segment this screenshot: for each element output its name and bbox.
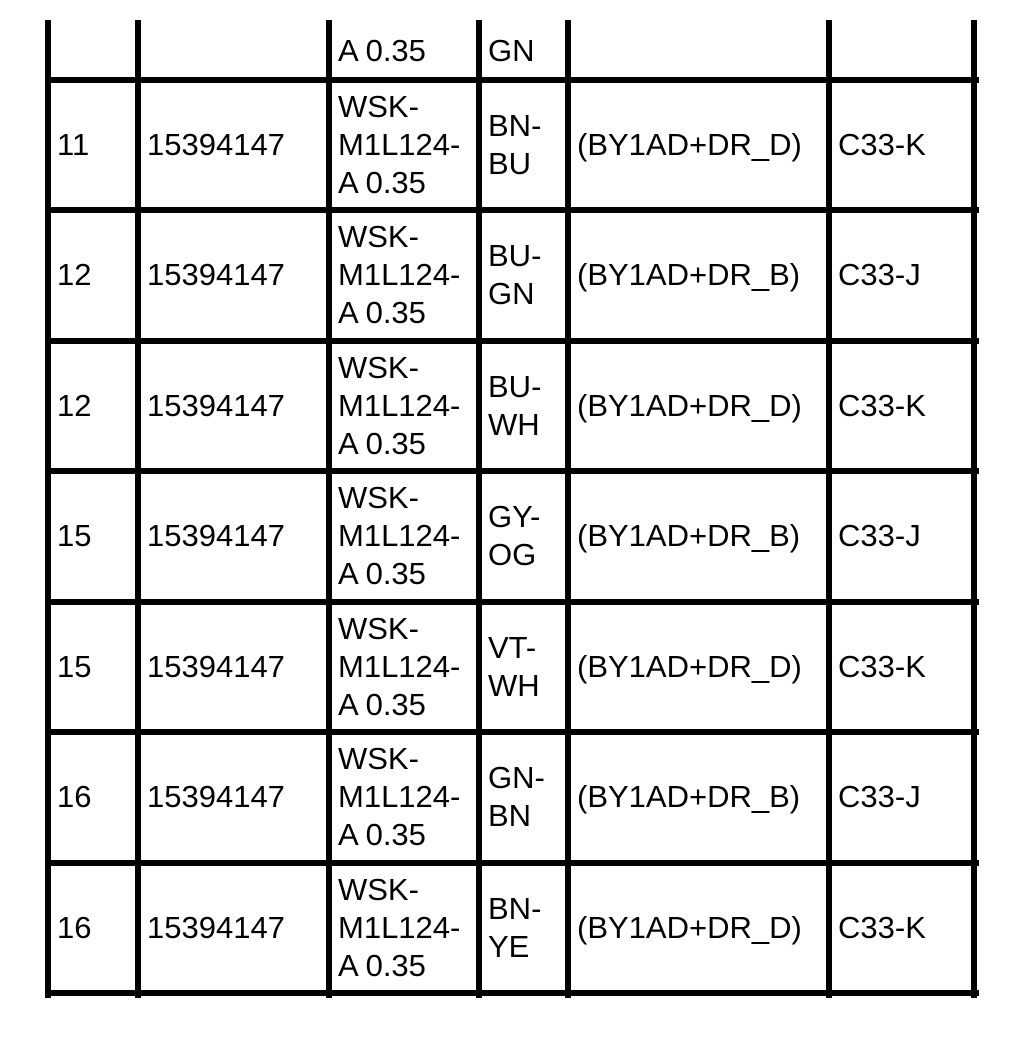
wire-spec-line: M1L124- — [338, 388, 461, 423]
wire-spec-line: M1L124- — [338, 910, 461, 945]
wire-color-cell — [488, 83, 541, 207]
column-divider — [826, 20, 832, 998]
pin-text: 15 — [57, 518, 92, 553]
wire-color-line: GN — [488, 33, 535, 68]
option-cell — [577, 83, 802, 207]
wire-color-cell — [488, 605, 540, 729]
wire-color-line: VT- — [488, 630, 537, 665]
wire-color-cell — [488, 735, 545, 859]
option-text: (BY1AD+DR_B) — [577, 518, 801, 553]
part-number-cell — [147, 83, 285, 207]
option-text: (BY1AD+DR_B) — [577, 779, 801, 814]
wire-spec-line: WSK- — [338, 872, 419, 907]
wire-spec-line: A 0.35 — [338, 33, 426, 68]
wire-color-line: BU- — [488, 238, 542, 273]
wire-color-line: WH — [488, 407, 540, 442]
wire-color-line: WH — [488, 668, 540, 703]
connector-cell — [838, 213, 921, 337]
column-divider — [135, 20, 141, 998]
wire-spec-line: A 0.35 — [338, 817, 426, 852]
pin-cell — [57, 735, 91, 859]
table-border-right — [971, 20, 977, 998]
wire-spec-line: M1L124- — [338, 518, 461, 553]
wire-spec-cell — [338, 213, 460, 337]
wire-color-cell — [488, 866, 541, 990]
connector-text: C33-K — [838, 388, 926, 423]
pin-cell — [57, 605, 91, 729]
wire-color-cell — [488, 474, 540, 598]
part-number-cell — [147, 866, 285, 990]
option-text: (BY1AD+DR_D) — [577, 127, 802, 162]
column-divider — [565, 20, 571, 998]
connector-text: C33-K — [838, 910, 926, 945]
connector-text: C33-J — [838, 779, 921, 814]
pin-text: 16 — [57, 779, 92, 814]
wire-spec-line: WSK- — [338, 611, 419, 646]
option-text: (BY1AD+DR_D) — [577, 388, 802, 423]
option-cell — [577, 344, 802, 468]
part-number-text: 15394147 — [147, 518, 285, 553]
pin-text: 11 — [57, 127, 90, 162]
wire-spec-line: WSK- — [338, 89, 419, 124]
option-cell — [577, 866, 802, 990]
part-number-text: 15394147 — [147, 649, 285, 684]
option-cell — [577, 213, 800, 337]
table-border-bottom — [45, 990, 979, 996]
part-number-text: 15394147 — [147, 127, 285, 162]
connector-text: C33-K — [838, 127, 926, 162]
part-number-text: 15394147 — [147, 779, 285, 814]
wire-spec-cell — [338, 605, 460, 729]
wire-spec-line: A 0.35 — [338, 556, 426, 591]
wire-color-line: BN- — [488, 108, 542, 143]
wire-spec-line: A 0.35 — [338, 948, 426, 983]
pin-text: 12 — [57, 388, 92, 423]
connector-cell — [838, 866, 926, 990]
wiring-table — [45, 20, 979, 998]
wire-spec-line: M1L124- — [338, 649, 461, 684]
connector-cell — [838, 605, 926, 729]
option-cell — [577, 474, 800, 598]
pin-text: 12 — [57, 257, 92, 292]
pin-cell — [57, 213, 91, 337]
connector-text: C33-J — [838, 257, 921, 292]
wire-spec-cell — [338, 735, 460, 859]
column-divider — [476, 20, 482, 998]
option-text: (BY1AD+DR_B) — [577, 257, 801, 292]
pin-cell — [57, 474, 91, 598]
wire-spec-line: A 0.35 — [338, 295, 426, 330]
part-number-cell — [147, 213, 285, 337]
wire-spec-line: A 0.35 — [338, 687, 426, 722]
connector-cell — [838, 344, 926, 468]
wire-spec-cell — [338, 474, 460, 598]
wire-spec-line: WSK- — [338, 219, 419, 254]
wire-color-line: GN — [488, 276, 535, 311]
wire-spec-cell — [338, 344, 460, 468]
wire-spec-line: M1L124- — [338, 127, 461, 162]
wire-spec-cell — [338, 30, 426, 72]
wire-spec-line: M1L124- — [338, 257, 461, 292]
option-text: (BY1AD+DR_D) — [577, 910, 802, 945]
wire-spec-line: WSK- — [338, 741, 419, 776]
part-number-cell — [147, 474, 285, 598]
wire-spec-line: WSK- — [338, 480, 419, 515]
connector-cell — [838, 735, 921, 859]
wire-color-line: GY- — [488, 499, 541, 534]
part-number-text: 15394147 — [147, 910, 285, 945]
wire-color-line: GN- — [488, 760, 545, 795]
wire-color-cell — [488, 213, 541, 337]
pin-cell — [57, 83, 89, 207]
connector-cell — [838, 474, 921, 598]
wire-spec-line: A 0.35 — [338, 165, 426, 200]
wire-spec-line: M1L124- — [338, 779, 461, 814]
pin-text: 16 — [57, 910, 92, 945]
connector-text: C33-K — [838, 649, 926, 684]
pin-cell — [57, 866, 91, 990]
wire-color-cell — [488, 344, 541, 468]
wire-color-line: BN- — [488, 891, 542, 926]
wire-spec-cell — [338, 83, 460, 207]
wire-spec-line: WSK- — [338, 350, 419, 385]
option-cell — [577, 605, 802, 729]
pin-text: 15 — [57, 649, 92, 684]
wire-spec-cell — [338, 866, 460, 990]
column-divider — [326, 20, 332, 998]
wire-spec-line: A 0.35 — [338, 426, 426, 461]
connector-cell — [838, 83, 926, 207]
part-number-text: 15394147 — [147, 388, 285, 423]
wire-color-line: BU- — [488, 369, 542, 404]
table-border-left — [45, 20, 51, 998]
part-number-cell — [147, 344, 285, 468]
option-cell — [577, 735, 800, 859]
wire-color-cell — [488, 30, 535, 72]
wire-color-line: BN — [488, 798, 532, 833]
wire-color-line: YE — [488, 929, 530, 964]
pin-cell — [57, 344, 91, 468]
connector-text: C33-J — [838, 518, 921, 553]
wire-color-line: OG — [488, 537, 537, 572]
wire-color-line: BU — [488, 146, 532, 181]
part-number-text: 15394147 — [147, 257, 285, 292]
option-text: (BY1AD+DR_D) — [577, 649, 802, 684]
part-number-cell — [147, 605, 285, 729]
part-number-cell — [147, 735, 285, 859]
